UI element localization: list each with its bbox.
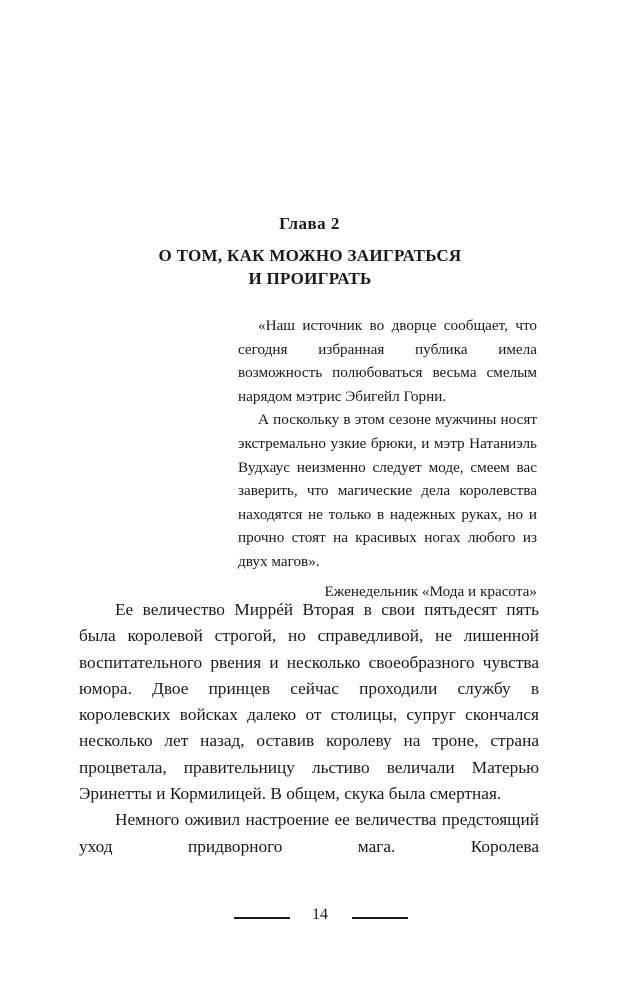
chapter-title [90, 244, 530, 290]
epigraph-source: Еженедельник «Мода и красота» [324, 582, 537, 600]
epigraph [238, 314, 537, 603]
chapter-title-line-2: И ПРОИГРАТЬ [248, 269, 372, 288]
footer-rule-right [352, 917, 408, 919]
chapter-label: Глава 2 [279, 214, 340, 233]
epigraph-paragraph-1: «Наш источник во дворце сообщает, что сегодня избранная публика имела возможность полюбоваться весьма смелым нарядом мэтрис Эбигейл Горни. [238, 317, 537, 405]
page-footer [0, 906, 619, 930]
body-text [79, 597, 539, 860]
footer-rule-left [234, 917, 290, 919]
epigraph-paragraph-2: А поскольку в этом сезоне мужчины носят экстремально узкие брюки, и мэтр Натаниэль Вудхаус неизменно следует моде, смеем вас заверить, что магические дела королевства находятся не только в надежных руках, но и прочно стоят на красивых ногах любого из двух магов». [238, 411, 537, 570]
body-paragraph-1: Ее величество Миррéй Вторая в свои пятьдесят пять была королевой строгой, но справедливой, не лишенной воспитательного рвения и несколько своеобразного чувства юмора. Двое принцев сейчас проходили службу в королевских войсках далеко от столицы, супруг скончался несколько лет назад, оставив королеву на троне, страна процветала, правительницу льстиво величали Матерью Эринетты и Кормилицей. В общем, скука была смертная. [79, 600, 539, 804]
chapter-title-line-1: О ТОМ, КАК МОЖНО ЗАИГРАТЬСЯ [158, 246, 462, 265]
page-number: 14 [312, 906, 328, 923]
body-paragraph-2: Немного оживил настроение ее величества предстоящий уход придворного мага. Королева [79, 810, 539, 856]
